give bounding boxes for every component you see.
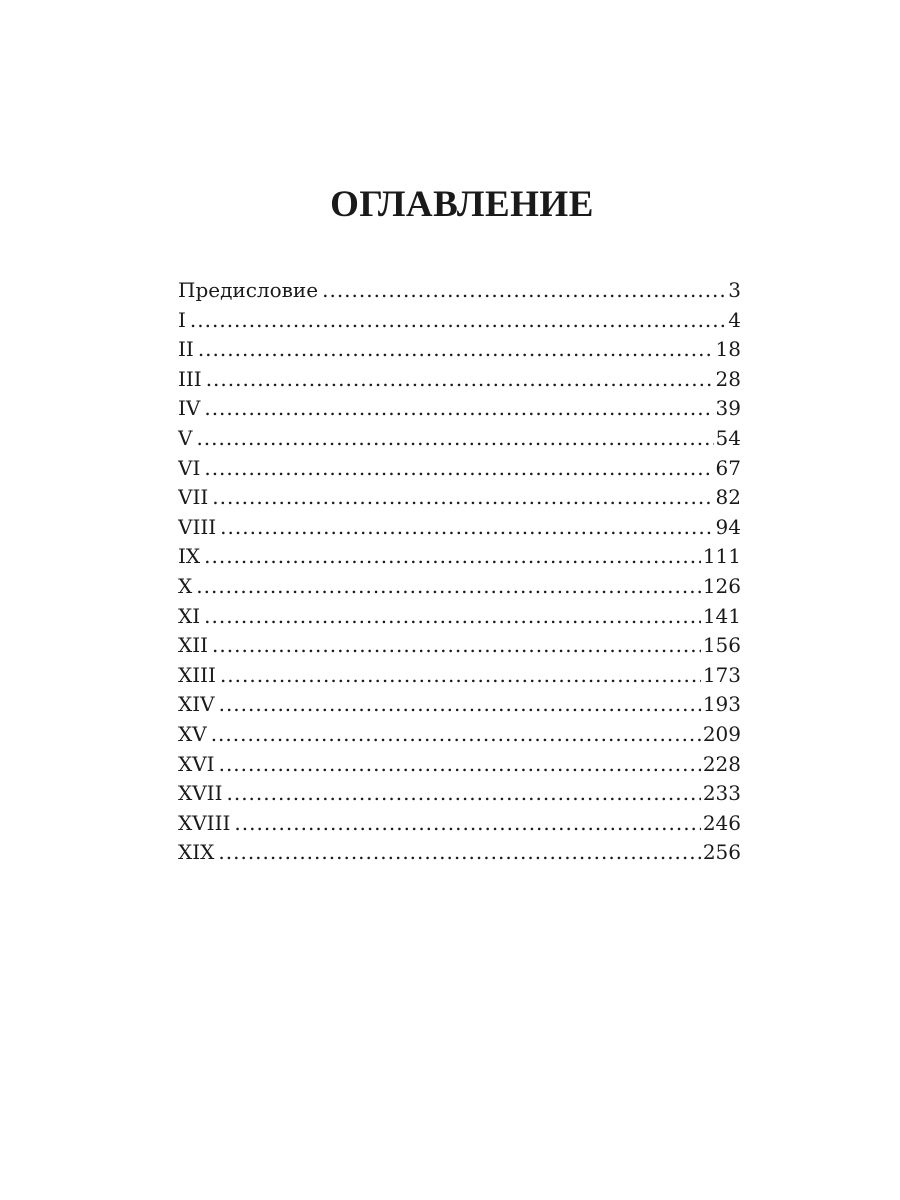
dot-leader [219, 690, 701, 720]
toc-entry-label: XVIII [178, 810, 231, 835]
dot-leader [219, 750, 701, 780]
toc-entry-chapter-18[interactable] [178, 809, 741, 839]
toc-entry-page: 173 [702, 662, 741, 687]
toc-entry-label: V [178, 425, 193, 450]
toc-entry-page: 67 [715, 455, 741, 480]
dot-leader [206, 365, 714, 395]
toc-entry-label: XVII [178, 781, 223, 806]
toc-entry-chapter-9[interactable] [178, 542, 741, 572]
dot-leader [204, 394, 713, 424]
toc-entry-label: XIV [178, 692, 215, 717]
toc-entry-chapter-12[interactable] [178, 631, 741, 661]
toc-entry-label: I [178, 307, 186, 332]
toc-entry-chapter-16[interactable] [178, 750, 741, 780]
dot-leader [212, 631, 701, 661]
dot-leader [218, 838, 700, 868]
toc-entry-label: XIII [178, 662, 216, 687]
toc-entry-chapter-4[interactable] [178, 394, 741, 424]
toc-entry-preface[interactable] [178, 276, 741, 306]
toc-entry-page: 4 [728, 307, 741, 332]
toc-entry-page: 126 [702, 573, 741, 598]
dot-leader [198, 335, 714, 365]
toc-entry-page: 228 [702, 751, 741, 776]
toc-entry-label: X [178, 573, 193, 598]
dot-leader [190, 306, 726, 336]
toc-entry-page: 246 [702, 810, 741, 835]
toc-entry-chapter-2[interactable] [178, 335, 741, 365]
dot-leader [322, 276, 726, 306]
toc-entry-page: 39 [715, 396, 741, 421]
toc-entry-chapter-10[interactable] [178, 572, 741, 602]
toc-entry-page: 156 [702, 633, 741, 658]
toc-entry-chapter-7[interactable] [178, 483, 741, 513]
toc-entry-label: XII [178, 633, 209, 658]
dot-leader [220, 513, 713, 543]
table-of-contents [178, 276, 741, 868]
dot-leader [220, 661, 701, 691]
toc-entry-chapter-19[interactable] [178, 838, 741, 868]
toc-entry-chapter-14[interactable] [178, 690, 741, 720]
toc-entry-chapter-5[interactable] [178, 424, 741, 454]
toc-entry-page: 18 [715, 337, 741, 362]
toc-entry-label: VII [178, 485, 209, 510]
toc-entry-label: VIII [178, 514, 217, 539]
toc-entry-page: 256 [702, 840, 741, 865]
dot-leader [226, 779, 700, 809]
toc-entry-page: 82 [715, 485, 741, 510]
toc-entry-page: 193 [702, 692, 741, 717]
dot-leader [212, 483, 713, 513]
toc-entry-label: IV [178, 396, 201, 421]
dot-leader [211, 720, 701, 750]
toc-entry-page: 94 [715, 514, 741, 539]
toc-entry-chapter-17[interactable] [178, 779, 741, 809]
toc-entry-page: 28 [715, 366, 741, 391]
dot-leader [204, 454, 713, 484]
toc-entry-label: XV [178, 721, 207, 746]
dot-leader [196, 424, 713, 454]
toc-entry-label: Предисловие [178, 278, 319, 302]
toc-entry-label: IX [178, 544, 201, 569]
toc-entry-label: XI [178, 603, 201, 628]
toc-entry-label: III [178, 366, 202, 391]
toc-entry-chapter-6[interactable] [178, 454, 741, 484]
toc-entry-chapter-15[interactable] [178, 720, 741, 750]
dot-leader [204, 602, 701, 632]
toc-entry-label: XIX [178, 840, 215, 865]
toc-entry-page: 54 [715, 425, 741, 450]
toc-entry-chapter-3[interactable] [178, 365, 741, 395]
toc-entry-chapter-8[interactable] [178, 513, 741, 543]
toc-entry-label: VI [178, 455, 201, 480]
toc-entry-label: II [178, 337, 194, 362]
toc-entry-chapter-13[interactable] [178, 661, 741, 691]
page-title: ОГЛАВЛЕНИЕ [330, 184, 594, 225]
toc-entry-page: 209 [702, 721, 741, 746]
toc-entry-page: 3 [728, 278, 741, 302]
dot-leader [196, 572, 701, 602]
toc-entry-page: 111 [702, 544, 741, 569]
toc-entry-chapter-11[interactable] [178, 602, 741, 632]
dot-leader [204, 542, 701, 572]
toc-entry-label: XVI [178, 751, 215, 776]
toc-entry-chapter-1[interactable] [178, 306, 741, 336]
toc-entry-page: 233 [702, 781, 741, 806]
toc-entry-page: 141 [702, 603, 741, 628]
dot-leader [234, 809, 700, 839]
